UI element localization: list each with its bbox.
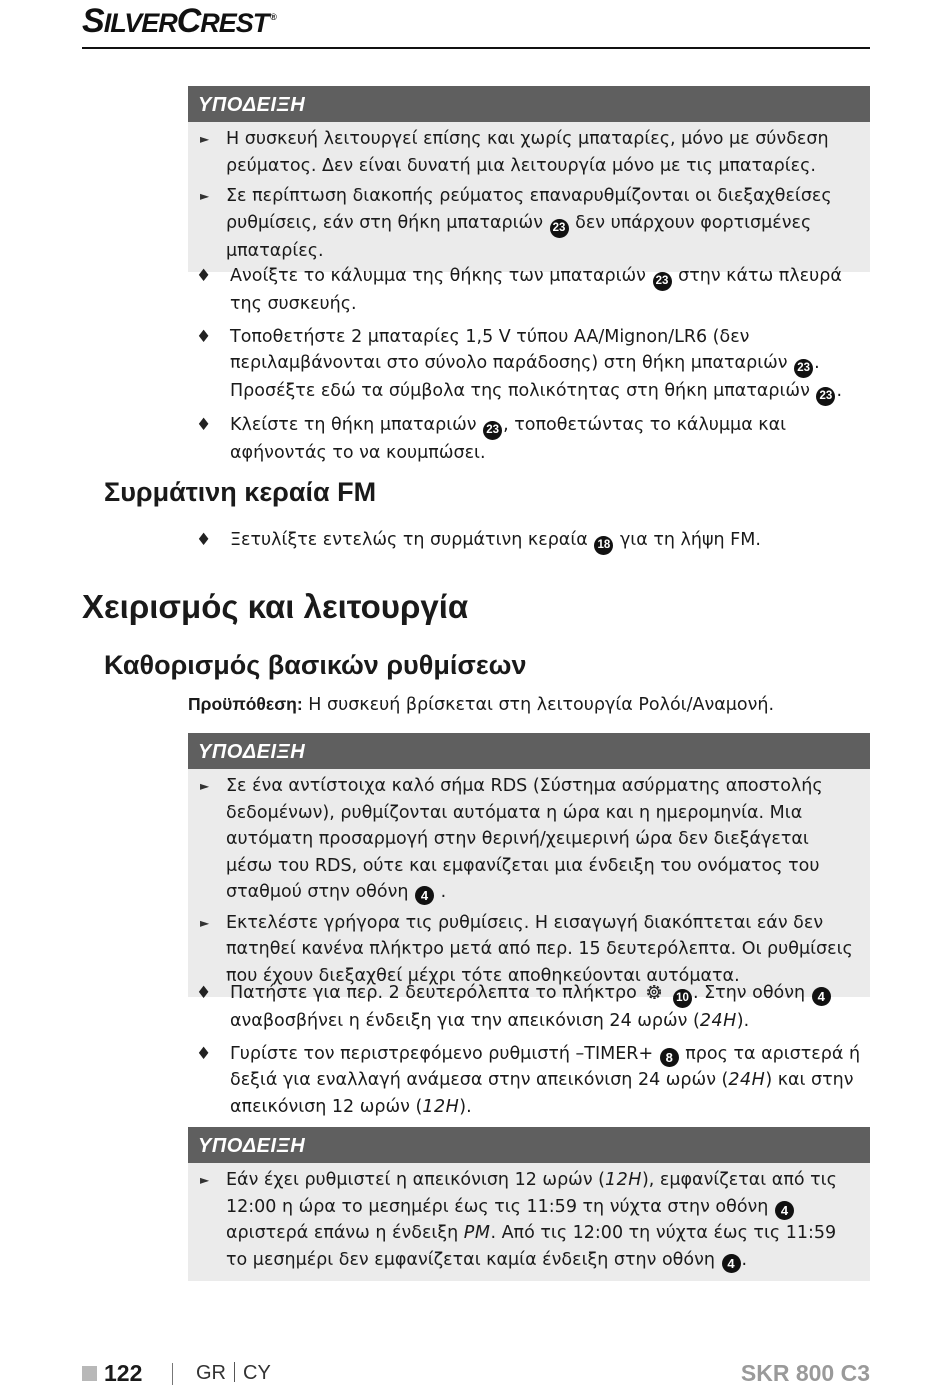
- gear-icon: [644, 982, 664, 1002]
- fm-steps: [196, 527, 870, 561]
- ref-number-badge: 4: [722, 1254, 741, 1273]
- footer-divider: [172, 1363, 173, 1385]
- section-heading-fm-antenna: Συρμάτινη κεραία FM: [104, 477, 377, 507]
- step-item: ♦ Ξετυλίξτε εντελώς τη συρμάτινη κεραία 18 για τη λήψη FM.: [196, 527, 870, 555]
- lcd-text: 24H: [728, 1070, 766, 1090]
- notice-item: ► Εάν έχει ρυθμιστεί η απεικόνιση 12 ωρών (12H), εμφανίζεται από τις 12:00 η ώρα το μεσημέρι έως τις 11:59 τη νύχτα στην οθόνη 4 αριστερά επάνω η ένδειξη PM. Από τις 12:00 τη νύχτα έως τις 11:59 το μεσημέρι δεν εμφανίζεται καμία ένδειξη στην οθόνη 4 .: [200, 1170, 837, 1271]
- notice-box: [188, 1127, 870, 1281]
- diamond-bullet-icon: ♦: [196, 266, 212, 286]
- diamond-bullet-icon: ♦: [196, 1043, 212, 1064]
- step-item: ♦ Κλείστε τη θήκη μπαταριών 23 , τοποθετώντας το κάλυμμα και αφήνοντάς το να κουμπώσει.: [196, 412, 870, 467]
- ref-number-badge: 18: [594, 536, 613, 555]
- diamond-bullet-icon: ♦: [196, 530, 212, 550]
- notice-box: [188, 733, 870, 997]
- notice-heading: ΥΠΟΔΕΙΞΗ: [188, 1127, 870, 1163]
- ref-number-badge: 23: [816, 387, 835, 406]
- arrow-bullet-icon: ►: [200, 779, 210, 793]
- arrow-bullet-icon: ►: [200, 189, 210, 203]
- ref-number-badge: 23: [653, 272, 672, 291]
- lcd-text: PM: [463, 1223, 491, 1243]
- step-item: ♦ Γυρίστε τον περιστρεφόμενο ρυθμιστή –TIMER+ 8 προς τα αριστερά ή δεξιά για εναλλαγή ανάμεσα στην απεικόνιση 24 ωρών (24H) και στην απεικόνιση 12 ωρών (12H).: [196, 1041, 870, 1121]
- prerequisite: [188, 694, 774, 715]
- page-header: [82, 0, 870, 50]
- step-item: ♦ Ανοίξτε το κάλυμμα της θήκης των μπαταριών 23 στην κάτω πλευρά της συσκευής.: [196, 263, 870, 318]
- lcd-text: 12H: [605, 1170, 642, 1190]
- lcd-text: 24H: [699, 1011, 737, 1031]
- notice-heading: ΥΠΟΔΕΙΞΗ: [188, 86, 870, 122]
- notice-item: ► Σε περίπτωση διακοπής ρεύματος επαναρυθμίζονται οι διεξαχθείσες ρυθμίσεις, εάν στη θήκη μπαταριών 23 δεν υπάρχουν φορτισμένες μπαταρίες.: [200, 186, 832, 261]
- notice-item: ► Σε ένα αντίστοιχα καλό σήμα RDS (Σύστημα ασύρματης αποστολής δεδομένων), ρυθμίζονται αυτόματα η ώρα και η ημερομηνία. Μια αυτόματη προσαρμογή στην θερινή/χειμερινή ώρα δεν διεξάγεται μέσω του RDS, ούτε και εμφανίζεται μια ένδειξη του ονόματος του σταθμού στην οθόνη 4 .: [200, 776, 823, 903]
- lcd-text: 12H: [422, 1096, 460, 1117]
- brand-logo: SILVERCREST ®: [82, 2, 276, 40]
- notice-box: [188, 86, 870, 272]
- diamond-bullet-icon: ♦: [196, 415, 212, 435]
- notice-heading: ΥΠΟΔΕΙΞΗ: [188, 733, 870, 769]
- ref-number-badge: 4: [415, 886, 434, 905]
- header-rule: [82, 47, 870, 49]
- diamond-bullet-icon: ♦: [196, 326, 212, 347]
- ref-number-badge: 4: [775, 1201, 794, 1220]
- settings-steps: [196, 980, 870, 1126]
- ref-number-badge: 8: [660, 1048, 679, 1067]
- ref-number-badge: 23: [794, 359, 813, 378]
- ref-number-badge: 4: [812, 987, 831, 1006]
- notice-item: ► Η συσκευή λειτουργεί επίσης και χωρίς μπαταρίες, μόνο με σύνδεση ρεύματος. Δεν είναι δυνατή μια λειτουργία μόνο με τις μπαταρίες.: [200, 129, 829, 176]
- step-item: ♦ Τοποθετήστε 2 μπαταρίες 1,5 V τύπου AA/Mignon/LR6 (δεν περιλαμβάνονται στο σύνολο παράδοσης) στη θήκη μπαταριών 23 . Προσέξτε εδώ τα σύμβολα της πολικότητας στη θήκη μπαταριών 23 .: [196, 324, 870, 407]
- language-codes: GR CY: [196, 1362, 271, 1384]
- chapter-heading-operation: Χειρισμός και λειτουργία: [82, 588, 469, 625]
- diamond-bullet-icon: ♦: [196, 983, 212, 1003]
- model-number: SKR 800 C3: [740, 1360, 870, 1386]
- footer-square-mark: [82, 1366, 97, 1381]
- prerequisite-label: Προϋπόθεση:: [188, 694, 303, 714]
- page-number: 122: [104, 1360, 143, 1386]
- arrow-bullet-icon: ►: [200, 915, 210, 930]
- ref-number-badge: 10: [673, 989, 692, 1008]
- arrow-bullet-icon: ►: [200, 132, 210, 146]
- prerequisite-text: Η συσκευή βρίσκεται στη λειτουργία Ρολόι/Αναμονή.: [308, 695, 775, 715]
- ref-number-badge: 23: [550, 219, 569, 238]
- ref-number-badge: 23: [483, 421, 502, 440]
- notice-item: ► Εκτελέστε γρήγορα τις ρυθμίσεις. Η εισαγωγή διακόπτεται εάν δεν πατηθεί κανένα πλήκτρο μετά από περ. 15 δευτερόλεπτα. Οι ρυθμίσεις που έχουν διεξαχθεί μέχρι τότε αποθηκεύονται αυτόματα.: [200, 912, 853, 986]
- section-heading-basic-settings: Καθορισμός βασικών ρυθμίσεων: [104, 650, 527, 680]
- arrow-bullet-icon: ►: [200, 1173, 210, 1187]
- battery-steps: [196, 263, 870, 473]
- step-item: ♦ Πατήστε για περ. 2 δευτερόλεπτα το πλήκτρο 10 . Στην οθόνη 4 αναβοσβήνει η ένδειξη για την απεικόνιση 24 ωρών (24H).: [196, 980, 870, 1035]
